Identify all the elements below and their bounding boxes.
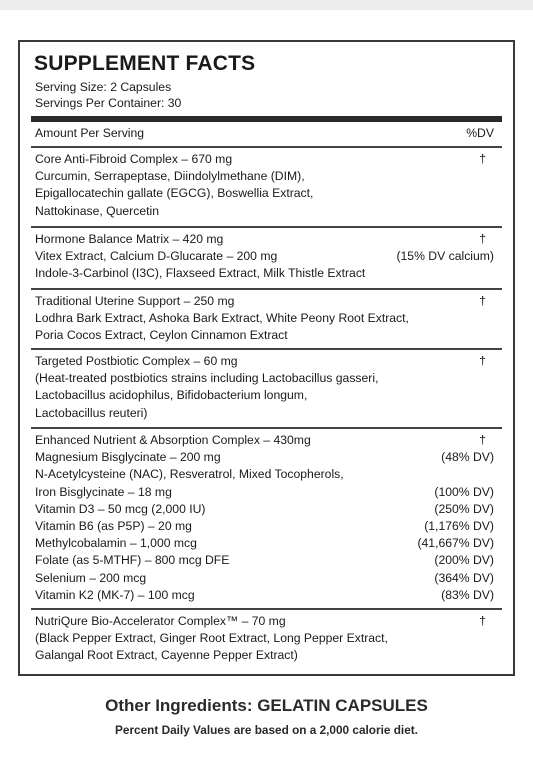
nutrient-name: Iron Bisglycinate – 18 mg — [35, 484, 172, 499]
nutrient-name: Vitamin K2 (MK-7) – 100 mcg — [35, 587, 195, 602]
nutrient-row — [35, 587, 494, 604]
ingredient-line: Vitex Extract, Calcium D-Glucarate – 200 mg — [35, 249, 278, 264]
divider — [31, 146, 502, 148]
nutrient-dv: (48% DV) — [441, 450, 494, 465]
nutrient-dv: (1,176% DV) — [424, 518, 494, 533]
dv-header: %DV — [466, 126, 494, 140]
ingredient-line: Curcumin, Serrapeptase, Diindolylmethane (DIM), — [35, 169, 305, 184]
ingredient-line: Indole-3-Carbinol (I3C), Flaxseed Extract, Milk Thistle Extract — [35, 266, 366, 281]
dagger-mark: † — [479, 354, 486, 368]
nutrient-name: Selenium – 200 mcg — [35, 570, 147, 585]
divider — [31, 427, 502, 429]
nutrient-name: Vitamin D3 – 50 mcg (2,000 IU) — [35, 501, 206, 516]
section-header: Core Anti-Fibroid Complex – 670 mg — [35, 152, 233, 166]
section-header: Enhanced Nutrient & Absorption Complex – 430mg — [35, 433, 311, 447]
nutrient-name: N-Acetylcysteine (NAC), Resveratrol, Mixed Tocopherols, — [35, 467, 344, 482]
section-hormone-balance — [35, 231, 494, 283]
nutrient-row — [35, 466, 494, 483]
ingredient-line: Lodhra Bark Extract, Ashoka Bark Extract, White Peony Root Extract, — [35, 311, 409, 326]
serving-size: Serving Size: 2 Capsules — [35, 80, 172, 94]
servings-per-container: Servings Per Container: 30 — [35, 96, 182, 110]
nutrient-dv: (250% DV) — [434, 501, 494, 516]
nutrient-name: Vitamin B6 (as P5P) – 20 mg — [35, 518, 192, 533]
nutrient-dv: (364% DV) — [434, 570, 494, 585]
section-header: Hormone Balance Matrix – 420 mg — [35, 232, 224, 246]
ingredient-line: Poria Cocos Extract, Ceylon Cinnamon Extract — [35, 328, 288, 343]
ingredient-line: Lactobacillus reuteri) — [35, 405, 148, 420]
divider — [31, 288, 502, 290]
section-bio-accelerator — [35, 613, 494, 665]
section-core-anti-fibroid — [35, 151, 494, 220]
ingredient-line: Galangal Root Extract, Cayenne Pepper Extract) — [35, 648, 298, 663]
panel-title: SUPPLEMENT FACTS — [34, 52, 256, 75]
dagger-mark: † — [479, 152, 486, 166]
dagger-mark: † — [479, 232, 486, 246]
nutrient-dv: (100% DV) — [434, 484, 494, 499]
nutrient-row — [35, 449, 494, 466]
section-nutrient-absorption — [35, 432, 494, 604]
dagger-mark: † — [479, 294, 486, 308]
nutrient-name: Magnesium Bisglycinate – 200 mg — [35, 450, 221, 465]
thick-rule — [31, 116, 502, 122]
nutrient-dv: (83% DV) — [441, 587, 494, 602]
nutrient-name: Folate (as 5-MTHF) – 800 mcg DFE — [35, 553, 230, 568]
nutrient-row — [35, 518, 494, 535]
amount-per-serving-label: Amount Per Serving — [35, 126, 145, 140]
divider — [31, 608, 502, 610]
supplement-facts-panel — [18, 40, 515, 676]
ingredient-line: (Black Pepper Extract, Ginger Root Extract, Long Pepper Extract, — [35, 631, 388, 646]
percent-dv-note: Percent Daily Values are based on a 2,000 calorie diet. — [115, 723, 418, 737]
ingredient-line: (Heat-treated postbiotics strains including Lactobacillus gasseri, — [35, 371, 379, 386]
dagger-mark: † — [479, 433, 486, 447]
amount-header-row — [35, 126, 494, 140]
nutrient-dv: (41,667% DV) — [417, 536, 494, 551]
divider — [31, 226, 502, 228]
section-header: Traditional Uterine Support – 250 mg — [35, 294, 235, 308]
nutrient-row — [35, 552, 494, 569]
section-uterine-support — [35, 293, 494, 345]
divider — [31, 348, 502, 350]
nutrient-row — [35, 501, 494, 518]
nutrient-name: Methylcobalamin – 1,000 mcg — [35, 536, 197, 551]
top-strip — [0, 0, 533, 10]
nutrient-dv: (200% DV) — [434, 553, 494, 568]
section-header: NutriQure Bio-Accelerator Complex™ – 70 mg — [35, 614, 286, 628]
ingredient-line: Epigallocatechin gallate (EGCG), Boswellia Extract, — [35, 186, 314, 201]
section-postbiotic — [35, 353, 494, 422]
ingredient-line: Lactobacillus acidophilus, Bifidobacterium longum, — [35, 388, 308, 403]
ingredient-line: Nattokinase, Quercetin — [35, 203, 159, 218]
nutrient-row — [35, 484, 494, 501]
dagger-mark: † — [479, 614, 486, 628]
dv-value: (15% DV calcium) — [396, 249, 494, 264]
section-header: Targeted Postbiotic Complex – 60 mg — [35, 354, 238, 368]
nutrient-row — [35, 570, 494, 587]
nutrient-row — [35, 535, 494, 552]
other-ingredients: Other Ingredients: GELATIN CAPSULES — [105, 696, 428, 715]
